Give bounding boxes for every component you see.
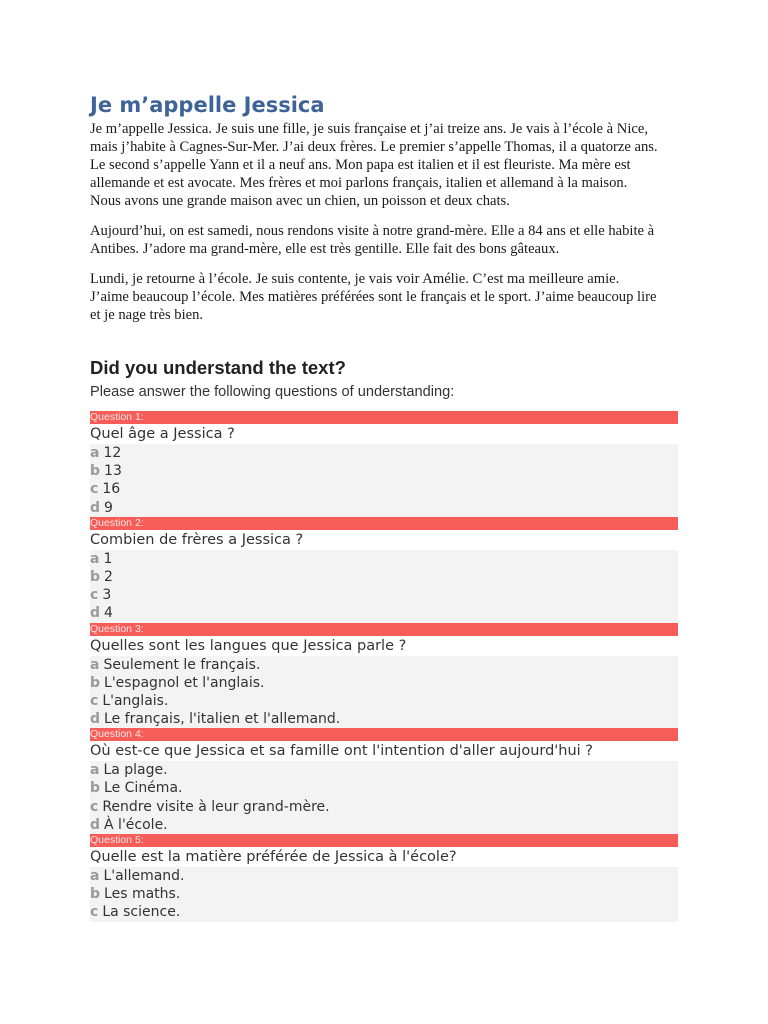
option-text: La plage. <box>103 762 168 779</box>
answer-option[interactable] <box>90 761 678 779</box>
option-text: L'allemand. <box>103 868 185 884</box>
answer-option[interactable] <box>90 604 678 622</box>
option-text: Rendre visite à leur grand-mère. <box>102 798 330 815</box>
answer-option[interactable] <box>90 674 678 692</box>
question-block-1 <box>90 411 678 517</box>
quiz-heading: Did you understand the text? <box>90 357 346 378</box>
option-text: L'espagnol et l'anglais. <box>104 674 265 691</box>
answer-option[interactable] <box>90 656 678 674</box>
quiz-intro: Please answer the following questions of understanding: <box>90 384 455 400</box>
option-letter: d <box>90 711 101 728</box>
option-letter: b <box>90 674 101 691</box>
option-text: 4 <box>104 605 113 622</box>
answer-option[interactable] <box>90 779 678 797</box>
answer-option[interactable] <box>90 885 678 903</box>
question-text: Combien de frères a Jessica ? <box>90 530 678 550</box>
answer-option[interactable] <box>90 462 678 480</box>
question-label: Question 4: <box>90 728 678 741</box>
option-text: Seulement le français. <box>103 656 261 673</box>
answer-option[interactable] <box>90 444 678 462</box>
option-text: 3 <box>102 587 112 604</box>
question-block-2 <box>90 517 678 623</box>
option-text: Le français, l'italien et l'allemand. <box>104 711 341 728</box>
option-letter: c <box>90 798 99 815</box>
question-list <box>90 411 678 922</box>
option-letter: c <box>90 481 99 498</box>
question-block-3 <box>90 623 678 729</box>
question-label: Question 1: <box>90 411 678 424</box>
question-text: Quel âge a Jessica ? <box>90 424 678 444</box>
question-text: Quelles sont les langues que Jessica parle ? <box>90 636 678 656</box>
option-text: 12 <box>103 445 122 461</box>
option-letter: b <box>90 886 101 903</box>
story-paragraph-1: Je m’appelle Jessica. Je suis une fille, je suis française et j’ai treize ans. Je vais à l’école à Nice, mais j’habite à Cagnes-Sur-Mer. J’ai deux frères. Le premier s’appelle Thomas, il a quatorze ans. Le second s’appelle Yann et il a neuf ans. Mon papa est italien et il est fleuriste. Ma mère est allemande et est avocate. Mes frères et moi parlons français, italien et allemand à la maison. Nous avons une grande maison avec un chien, un poisson et deux chats. <box>90 121 658 209</box>
option-text: L'anglais. <box>102 692 169 709</box>
option-letter: a <box>90 656 100 673</box>
question-text: Quelle est la matière préférée de Jessica à l'école? <box>90 847 678 867</box>
option-text: 9 <box>104 499 113 516</box>
option-letter: c <box>90 692 99 709</box>
option-letter: a <box>90 762 100 779</box>
answer-option[interactable] <box>90 692 678 710</box>
answer-options <box>90 656 678 729</box>
option-text: 2 <box>104 568 113 585</box>
option-letter: a <box>90 445 100 461</box>
option-letter: a <box>90 868 100 884</box>
question-block-5 <box>90 834 678 922</box>
option-letter: b <box>90 780 101 797</box>
answer-option[interactable] <box>90 480 678 498</box>
question-label: Question 5: <box>90 834 678 847</box>
question-text: Où est-ce que Jessica et sa famille ont l'intention d'aller aujourd'hui ? <box>90 741 678 761</box>
page-title: Je m’appelle Jessica <box>90 93 325 117</box>
answer-options <box>90 550 678 623</box>
question-label: Question 3: <box>90 623 678 636</box>
question-block-4 <box>90 728 678 834</box>
answer-option[interactable] <box>90 568 678 586</box>
option-text: 13 <box>104 463 122 480</box>
option-letter: c <box>90 587 99 604</box>
answer-options <box>90 761 678 834</box>
answer-option[interactable] <box>90 798 678 816</box>
answer-option[interactable] <box>90 903 678 921</box>
option-text: À l'école. <box>104 816 168 833</box>
answer-option[interactable] <box>90 710 678 728</box>
option-letter: d <box>90 816 101 833</box>
option-letter: d <box>90 499 101 516</box>
answer-option[interactable] <box>90 550 678 568</box>
question-label: Question 2: <box>90 517 678 530</box>
option-text: 16 <box>102 481 121 498</box>
answer-option[interactable] <box>90 499 678 517</box>
option-text: 1 <box>103 550 113 567</box>
story-paragraph-2: Aujourd’hui, on est samedi, nous rendons visite à notre grand-mère. Elle a 84 ans et elle habite à Antibes. J’adore ma grand-mère, elle est très gentille. Elle fait des bons gâteaux. <box>90 223 655 257</box>
answer-options <box>90 867 678 922</box>
story-text <box>90 120 690 336</box>
option-text: Le Cinéma. <box>104 780 183 797</box>
story-paragraph-3: Lundi, je retourne à l’école. Je suis contente, je vais voir Amélie. C’est ma meilleure amie. J’aime beaucoup l’école. Mes matières préférées sont le français et le sport. J’aime beaucoup lire et je nage très bien. <box>90 271 657 323</box>
answer-option[interactable] <box>90 586 678 604</box>
answer-option[interactable] <box>90 816 678 834</box>
option-letter: a <box>90 550 100 567</box>
option-letter: c <box>90 904 99 921</box>
option-text: Les maths. <box>104 886 181 903</box>
option-text: La science. <box>102 904 181 921</box>
answer-option[interactable] <box>90 867 678 885</box>
option-letter: d <box>90 605 101 622</box>
answer-options <box>90 444 678 517</box>
option-letter: b <box>90 568 101 585</box>
option-letter: b <box>90 463 101 480</box>
